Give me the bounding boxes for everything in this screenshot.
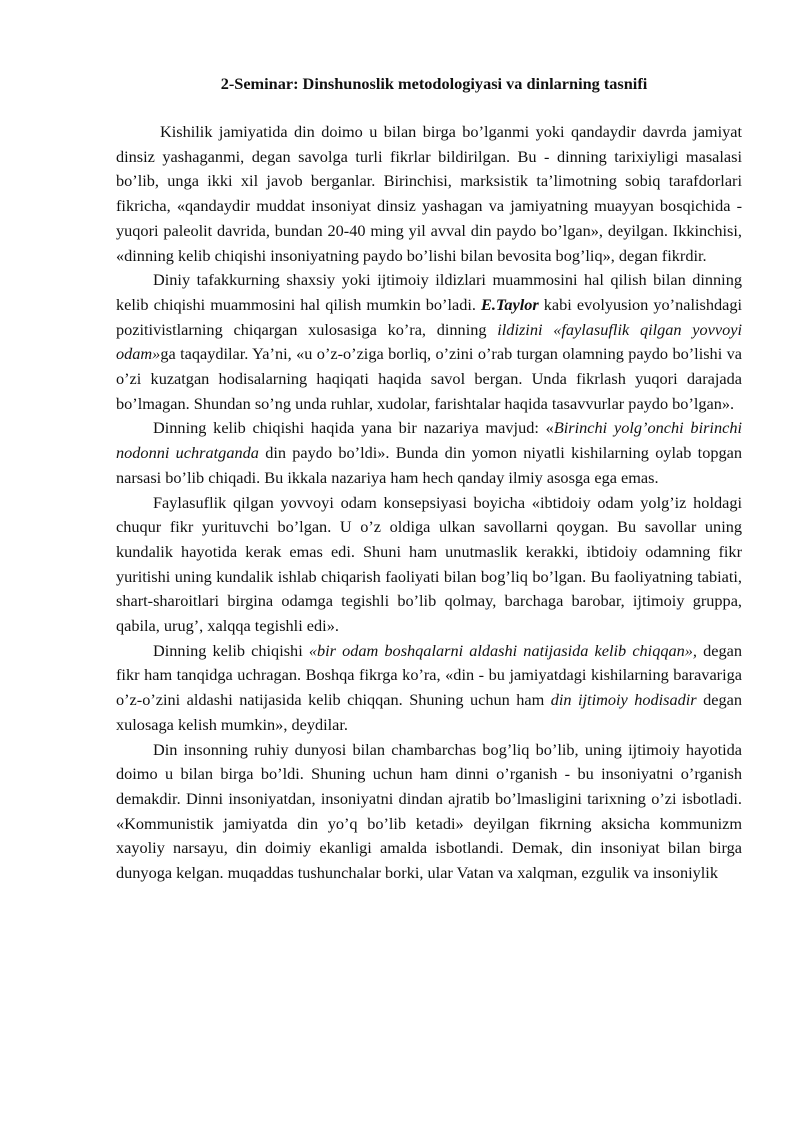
paragraph-3-text-a: Dinning kelib chiqishi haqida yana bir nazariya mavjud: « bbox=[153, 418, 554, 438]
paragraph-5-text-e: degan xulosaga kelish mumkin», deydilar. bbox=[116, 690, 742, 734]
author-name: E.Taylor bbox=[481, 294, 539, 314]
paragraph-5-italic-phrase: din ijtimoiy hodisadir bbox=[550, 690, 697, 710]
paragraph-5 bbox=[116, 639, 742, 738]
paragraph-2-text-e: ga taqaydilar. Ya’ni, «u o’z-o’ziga borliq, o’zini o’rab turgan olamning paydo bo’lishi va o’zi kuzatgan hodisalarning haqiqati haqida savol bergan. Unda fikrlash yuqori darajada bo’lmagan. Shundan so’ng unda ruhlar, xudolar, farishtalar haqida tasavvurlar paydo bo’lgan». bbox=[116, 344, 742, 413]
paragraph-2-text-c: kabi evolyusion yo’nalishdagi pozitivistlarning chiqargan xulosasiga ko’ra, dinning bbox=[116, 294, 742, 339]
paragraph-1: Kishilik jamiyatida din doimo u bilan birga bo’lganmi yoki qandaydir davrda jamiyat dinsiz yashaganmi, degan savolga turli fikrlar bildirilgan. Bu - dinning tarixiyligi masalasi bo’lib, unga ikki xil javob berganlar. Birinchisi, marksistik ta’limotning sobiq tarafdorlari fikricha, «qandaydir muddat insoniyat dinsiz yashagan va jamiyatning muayyan bosqichida - yuqori paleolit davrida, bundan 20-40 ming yil avval din paydo bo’lgan», deyilgan. Ikkinchisi, «dinning kelib chiqishi insoniyatning paydo bo’lishi bilan bevosita bog’liq», degan fikrdir. bbox=[116, 122, 742, 265]
paragraph-3-text-c: din paydo bo’ldi». Bunda din yomon niyatli kishilarning oylab topgan narsasi bo’lib chiqadi. Bu ikkala nazariya ham hech qanday ilmiy asosga ega emas. bbox=[116, 443, 742, 487]
paragraph-5-text-a: Dinning kelib chiqishi bbox=[153, 640, 309, 660]
paragraph-6: Din insonning ruhiy dunyosi bilan chambarchas bog’liq bo’lib, uning ijtimoiy hayotida doimo u bilan birga bo’ldi. Shuning uchun ham dinni o’rganish - bu insoniyatni o’rganish demakdir. Dinni insoniyatdan, insoniyatni dindan ajratib bo’lmasligini tarixning o’zi isbotladi. «Kommunistik jamiyatda din yo’q bo’lib ketadi» deyilgan fikrning aksicha kommunizm xayoliy narsayu, din doimiy ekanligi amalda isbotlandi. Demak, din insoniyat bilan birga dunyoga kelgan. muqaddas tushunchalar borki, ular Vatan va xalqman, ezgulik va insoniylik bbox=[116, 739, 742, 883]
paragraph-2 bbox=[116, 268, 742, 416]
paragraph-2-italic: ildizini «faylasuflik qilgan yovvoyi odam» bbox=[116, 319, 743, 364]
paragraph-2-text-a: Diniy tafakkurning shaxsiy yoki ijtimoiy ildizlari muammosini hal qilish bilan dinning kelib chiqishi muammosini hal qilish mumkin bo’ladi. bbox=[116, 270, 742, 314]
paragraph-5-italic-quote: «bir odam boshqalarni aldashi natijasida kelib chiqqan», bbox=[308, 640, 697, 660]
seminar-title: 2-Seminar: Dinshunoslik metodologiyasi va dinlarning tasnifi bbox=[220, 74, 648, 93]
paragraph-3 bbox=[116, 416, 742, 490]
paragraph-3-italic: Birinchi yolg’onchi birinchi nodonni uchratganda bbox=[116, 418, 742, 463]
document-page bbox=[116, 72, 742, 886]
paragraph-5-text-c: degan fikr ham tanqidga uchragan. Boshqa fikrga ko’ra, «din - bu jamiyatdagi kishilarning baravariga o’z-o’zini aldashi natijasida kelib chiqqan. Shuning uchun ham bbox=[116, 640, 742, 710]
paragraph-4: Faylasuflik qilgan yovvoyi odam konsepsiyasi boyicha «ibtidoiy odam yolg’iz holdagi chuqur fikr yurituvchi bo’lgan. U o’z oldiga ulkan savollarni qoygan. Bu savollar uning kundalik hayotida kerak emas edi. Shuni ham unutmaslik kerakki, ibtidoiy odamning fikr yuritishi uning kundalik ishlab chiqarish faoliyati bilan bog’liq bo’lgan. Bu faoliyatning tabiati, shart-sharoitlari birgina odamga tegishli bo’lib qolmay, barchaga barobar, ijtimoiy gruppa, qabila, urug’, xalqqa tegishli edi». bbox=[116, 492, 742, 636]
